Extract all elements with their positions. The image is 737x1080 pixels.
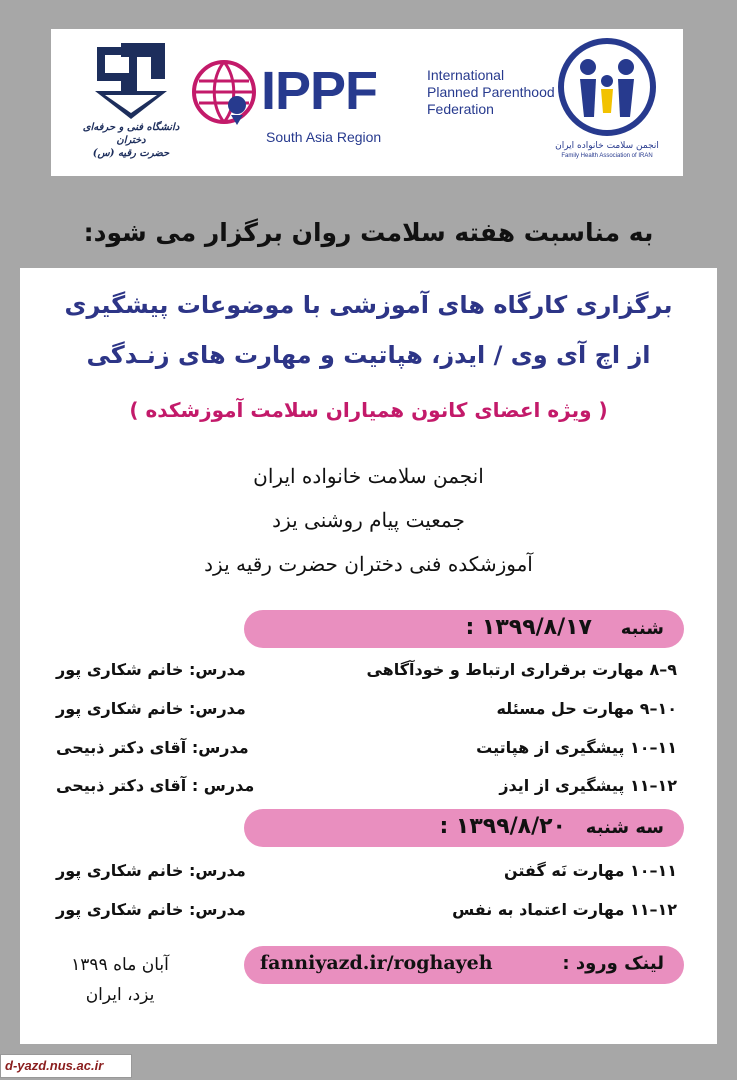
session-1-teacher-4: مدرس : آقای دکتر ذبیحی xyxy=(56,776,255,795)
session-1-topic-1: ۹–۸ مهارت برقراری ارتباط و خودآگاهی xyxy=(366,660,677,679)
university-caption-1: دانشگاه فنی و حرفه‌ای دختران xyxy=(82,122,180,146)
ippf-name-line-3: Federation xyxy=(427,101,494,117)
title-line-2: از اچ آی وی / ایدز، هپاتیت و مهارت های زنـدگی xyxy=(86,341,651,369)
session-1-topic-3: ۱۱–۱۰ پیشگیری از هپاتیت xyxy=(476,738,677,757)
session-1-header xyxy=(244,610,684,648)
session-1-date: ۱۳۹۹/۸/۱۷ : xyxy=(465,615,592,640)
session-2-date: ۱۳۹۹/۸/۲۰ : xyxy=(439,814,566,839)
university-logo xyxy=(71,39,191,169)
organizer-1: انجمن سلامت خانواده ایران xyxy=(253,464,484,488)
entry-link-bar xyxy=(244,946,684,984)
family-emblem-icon xyxy=(558,37,656,137)
place-line: یزد، ایران xyxy=(85,985,155,1005)
ippf-name-line-1: International xyxy=(427,67,505,83)
family-health-association-logo xyxy=(547,37,667,172)
session-2-teacher-2: مدرس: خانم شکاری پور xyxy=(56,900,246,919)
link-label: لینک ورود : xyxy=(562,953,664,974)
ippf-globe-icon xyxy=(191,59,257,125)
session-2-teacher-1: مدرس: خانم شکاری پور xyxy=(56,861,246,880)
entry-link[interactable]: fanniyazd.ir/roghayeh xyxy=(260,952,493,974)
date-place xyxy=(60,950,180,1010)
session-2-day: سه شنبه xyxy=(585,817,664,838)
logo-strip xyxy=(51,29,683,176)
audience-subtitle: ( ویژه اعضای کانون همیاران سلامت آموزشکده ) xyxy=(129,398,608,422)
organizer-2: جمعیت پیام روشنی یزد xyxy=(272,508,465,532)
session-2-header xyxy=(244,809,684,847)
ippf-wordmark: IPPF xyxy=(261,61,378,121)
announcement-card xyxy=(20,268,717,1044)
session-1-day: شنبه xyxy=(620,618,664,639)
session-1-teacher-1: مدرس: خانم شکاری پور xyxy=(56,660,246,679)
session-1-teacher-2: مدرس: خانم شکاری پور xyxy=(56,699,246,718)
session-1-teacher-3: مدرس: آقای دکتر ذبیحی xyxy=(56,738,249,757)
occasion-headline: به مناسبت هفته سلامت روان برگزار می شود: xyxy=(83,218,654,247)
title-line-1: برگزاری کارگاه های آموزشی با موضوعات پیشگیری xyxy=(64,291,673,319)
ippf-name-line-2: Planned Parenthood xyxy=(427,84,555,100)
session-1-topic-4: ۱۲–۱۱ پیشگیری از ایدز xyxy=(499,776,677,795)
ippf-full-name xyxy=(427,67,567,118)
session-2-topic-2: ۱۲–۱۱ مهارت اعتماد به نفس xyxy=(452,900,677,919)
organizer-3: آموزشکده فنی دختران حضرت رقیه یزد xyxy=(204,552,533,576)
date-line: آبان ماه ۱۳۹۹ xyxy=(71,955,169,975)
university-caption-2: حضرت رقیه (س) xyxy=(92,148,170,159)
session-1-topic-2: ۱۰–۹ مهارت حل مسئله xyxy=(496,699,677,718)
fha-caption-fa: انجمن سلامت خانواده ایران xyxy=(555,141,659,151)
site-watermark: d-yazd.nus.ac.ir xyxy=(0,1054,132,1078)
session-2-topic-1: ۱۱–۱۰ مهارت نَه گفتن xyxy=(504,861,677,880)
fha-caption-en: Family Health Association of IRAN xyxy=(561,153,653,159)
university-emblem-icon xyxy=(91,39,171,121)
ippf-region: South Asia Region xyxy=(266,129,382,145)
ippf-logo xyxy=(191,57,561,157)
